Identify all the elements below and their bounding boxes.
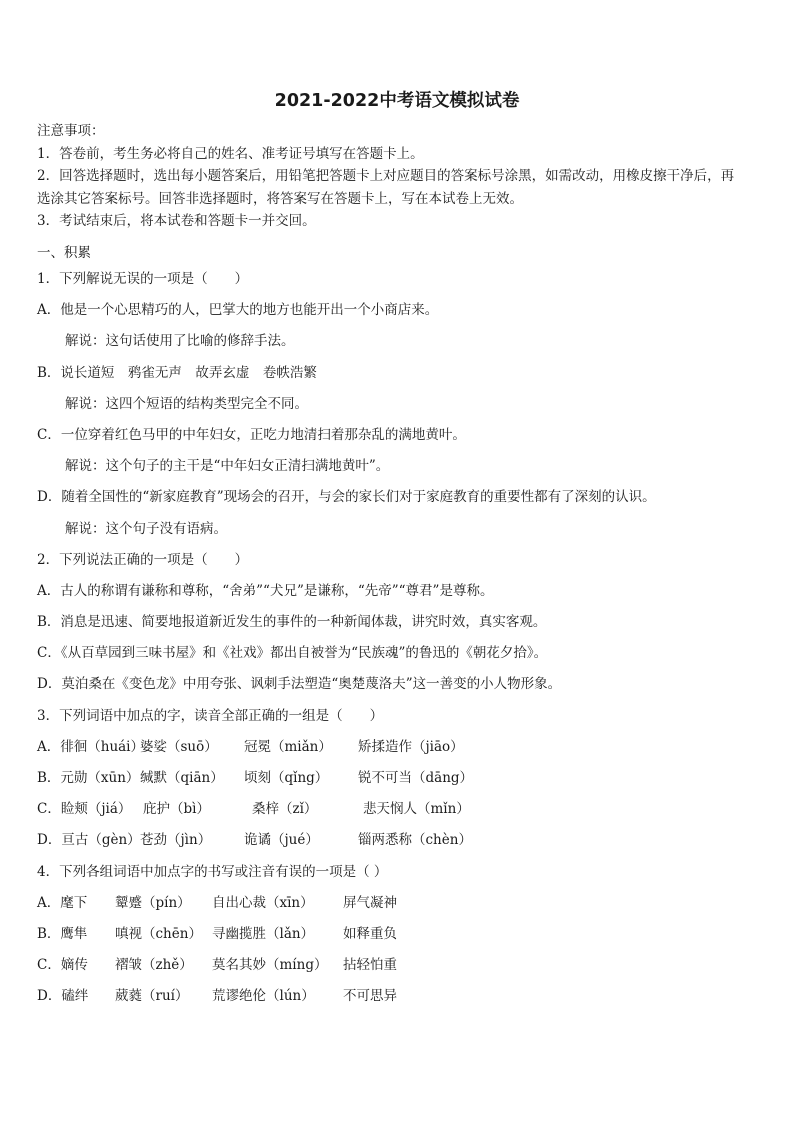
notice-line: 选涂其它答案标号。回答非选择题时，将答案写在答题卡上，写在本试卷上无效。 [37, 190, 523, 207]
option-term: 拈轻怕重 [343, 957, 397, 974]
option-term: 褶皱（zhě） [115, 957, 193, 974]
option-term: D．磕绊 [37, 988, 89, 1005]
questions [37, 268, 762, 1017]
option-term: 莫名其妙（míng） [212, 957, 328, 974]
question-3-stem: 3．下列词语中加点的字，读音全部正确的一组是（ ） [37, 707, 384, 724]
question-1-option-b: B．说长道短 鸦雀无声 故弄玄虚 卷帙浩繁 [37, 364, 317, 381]
option-term: B．鹰隼 [37, 925, 88, 942]
question-4-option-a [37, 892, 762, 923]
notice-block [37, 120, 762, 233]
question-3-option-d [37, 829, 762, 860]
notice-heading: 注意事项： [37, 123, 105, 139]
option-term: C．睑颊（jiá） [37, 801, 132, 818]
option-term: 桑梓（zǐ） [252, 801, 318, 818]
option-term: 锐不可当（dāng） [358, 770, 474, 786]
option-term: 矫揉造作（jiāo） [358, 738, 464, 755]
question-3-option-c [37, 798, 762, 829]
option-term: 嗔视（chēn） [115, 925, 202, 942]
option-term: 荒谬绝伦（lún） [212, 988, 315, 1005]
question-3-option-a [37, 736, 762, 767]
notice-line: 1．答卷前，考生务必将自己的姓名、准考证号填写在答题卡上。 [37, 145, 424, 162]
question-3-option-b [37, 767, 762, 798]
option-term: 苍劲（jìn） [140, 832, 212, 849]
question-1-explanation-c: 解说：这个句子的主干是“中年妇女正清扫满地黄叶”。 [65, 458, 390, 475]
question-2-stem: 2．下列说法正确的一项是（ ） [37, 551, 249, 568]
option-term: B．元勋（xūn） [37, 770, 140, 786]
question-1-option-c: C．一位穿着红色马甲的中年妇女，正吃力地清扫着那杂乱的满地黄叶。 [37, 426, 466, 443]
option-term: 不可思异 [343, 988, 397, 1005]
question-1-explanation-b: 解说：这四个短语的结构类型完全不同。 [65, 395, 308, 412]
question-4-option-b [37, 923, 762, 954]
question-2-option-d: D．莫泊桑在《变色龙》中用夸张、讽刺手法塑造“奥楚蔑洛夫”这一善变的小人物形象。 [37, 676, 562, 693]
option-term: 冠冕（miǎn） [244, 738, 332, 755]
question-1-stem: 1．下列解说无误的一项是（ ） [37, 271, 249, 287]
question-2-option-b: B．消息是迅速、简要地报道新近发生的事件的一种新闻体裁，讲究时效，真实客观。 [37, 614, 547, 631]
option-term: C．嫡传 [37, 957, 88, 974]
section-heading: 一、积累 [37, 245, 91, 261]
notice-line: 3．考试结束后，将本试卷和答题卡一并交回。 [37, 213, 316, 229]
option-term: A．麾下 [37, 894, 88, 911]
option-term: 悲天悯人（mǐn） [363, 801, 470, 818]
option-term: 缄默（qiān） [140, 770, 224, 786]
option-term: D．亘古（gèn） [37, 832, 141, 849]
question-1-explanation-d: 解说：这个句子没有语病。 [65, 520, 227, 537]
question-1-explanation-a: 解说：这句话使用了比喻的修辞手法。 [65, 333, 295, 350]
option-term: 诡谲（jué） [244, 832, 319, 849]
question-2-option-a: A．古人的称谓有谦称和尊称，“舍弟”“犬兄”是谦称，“先帝”“尊君”是尊称。 [37, 582, 494, 599]
option-term: 锱两悉称（chèn） [358, 832, 472, 849]
option-term: 如释重负 [343, 925, 397, 942]
question-1-option-d: D．随着全国性的“新家庭教育”现场会的召开，与会的家长们对于家庭教育的重要性都有了深刻的认识。 [37, 489, 656, 506]
question-4-stem: 4．下列各组词语中加点字的书写或注音有误的一项是（ ） [37, 863, 388, 880]
option-term: 颦蹙（pín） [115, 894, 191, 911]
option-term: 婆娑（suō） [140, 738, 218, 755]
notice-line: 2．回答选择题时，选出每小题答案后，用铅笔把答题卡上对应题目的答案标号涂黑，如需改动，用橡皮擦干净后，再 [37, 168, 735, 184]
option-term: 庇护（bì） [143, 801, 210, 818]
page-title: 2021-2022中考语文模拟试卷 [274, 91, 520, 111]
question-2-option-c: C．《从百草园到三味书屋》和《社戏》都出自被誉为“民族魂”的鲁迅的《朝花夕拾》。 [37, 645, 548, 662]
option-term: 自出心裁（xīn） [212, 894, 314, 911]
option-term: 屏气凝神 [343, 894, 397, 911]
option-term: 顷刻（qǐng） [244, 770, 329, 786]
question-1-option-a: A．他是一个心思精巧的人，巴掌大的地方也能开出一个小商店来。 [37, 302, 439, 319]
question-4-option-d [37, 985, 762, 1016]
option-term: A．徘徊（huái） [37, 738, 145, 755]
question-4-option-c [37, 954, 762, 985]
option-term: 葳蕤（ruí） [115, 988, 189, 1005]
option-term: 寻幽揽胜（lǎn） [212, 925, 315, 942]
